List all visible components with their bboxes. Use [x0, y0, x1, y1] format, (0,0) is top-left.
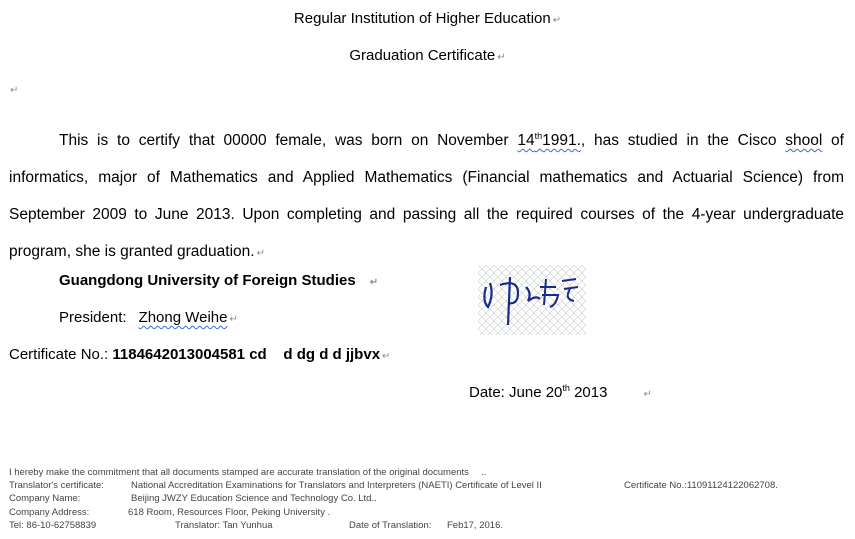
certificate-number: 1184642013004581 cd d dg d d jjbvx — [112, 346, 381, 363]
certificate-number-line: Certificate No.: 1184642013004581 cd d dg d d jjbvx ↵ — [9, 346, 391, 363]
footer-translation-date-value: Feb17, 2016. — [447, 520, 503, 531]
document-title: Regular Institution of Higher Education ↵ — [293, 10, 562, 27]
footer-company-address-label: Company Address: — [9, 507, 90, 518]
birth-date-day: 14th1991. — [517, 131, 581, 150]
footer-company-address-value: 618 Room, Resources Floor, Peking University . — [128, 507, 331, 518]
university-name: Guangdong University of Foreign Studies ↵ — [59, 272, 379, 289]
footer-company-name-label: Company Name: — [9, 493, 81, 504]
footer-certificate-number: Certificate No.:11091124122062708. — [624, 480, 778, 491]
president-name: Zhong Weihe — [138, 309, 228, 326]
footer-translator-cert-label: Translator's certificate: — [9, 480, 104, 491]
date-line: Date: June 20th 2013 ↵ — [469, 383, 652, 401]
president-line: President: Zhong Weihe ↵ — [59, 309, 238, 326]
signature-image — [478, 265, 586, 335]
footer-company-name-value: Beijing JWZY Education Science and Technology Co. Ltd.. — [131, 493, 377, 504]
footer-translator-cert-value: National Accreditation Examinations for Translators and Interpreters (NAETI) Certificate of Level II — [131, 480, 542, 491]
school-word: shool — [785, 132, 823, 150]
paragraph-mark: ↵ — [10, 85, 19, 96]
certificate-body: This is to certify that 00000 female, was born on November 14th1991., has studied in the Cisco shool of informatics, major of Mathematics and Applied Mathematics (Financial mathematics and Actuarial Science) from September 2009 to June 2013. Upon completing and passing all the required courses of the 4-year undergraduate program, she is granted graduation. ↵ — [9, 131, 844, 261]
document-subtitle: Graduation Certificate ↵ — [349, 47, 506, 64]
footer-translation-date-label: Date of Translation: — [349, 520, 432, 531]
footer-commitment: I hereby make the commitment that all documents stamped are accurate translation of the original documents .. — [9, 467, 487, 478]
footer-translator: Translator: Tan Yunhua — [175, 520, 273, 531]
footer-tel: Tel: 86-10-62758839 — [9, 520, 97, 531]
